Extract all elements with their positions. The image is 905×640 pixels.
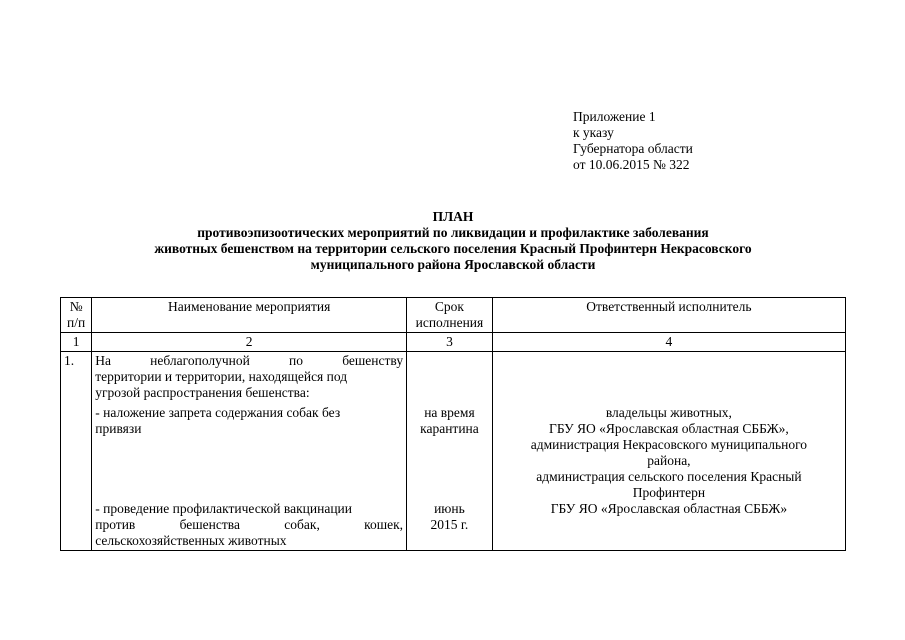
annex-line: от 10.06.2015 № 322 [573, 157, 690, 172]
responsible-line: администрация сельского поселения Красный [536, 469, 802, 484]
header-num-line: п/п [67, 315, 86, 330]
activity-line: угрозой распространения бешенства: [95, 385, 310, 400]
annex-line: Губернатора области [573, 141, 693, 156]
spacer [95, 437, 403, 501]
row-activity [92, 352, 407, 551]
header-name: Наименование мероприятия [92, 298, 407, 333]
spacer [496, 353, 842, 405]
activity-line: - проведение профилактической вакцинации [95, 501, 352, 516]
activity-line: территории и территории, находящейся под [95, 369, 348, 384]
annex-line: Приложение 1 [573, 109, 656, 124]
row-number: 1. [61, 352, 92, 551]
title-line: муниципального района Ярославской области [310, 257, 596, 272]
column-number: 1 [61, 333, 92, 352]
table-header-row [61, 298, 846, 333]
title-heading: ПЛАН [432, 209, 474, 224]
activity-line: сельскохозяйственных животных [95, 533, 287, 548]
activity-line: - наложение запрета содержания собак без [95, 405, 341, 420]
term-line: июнь [434, 501, 465, 516]
column-number: 4 [492, 333, 845, 352]
header-responsible: Ответственный исполнитель [492, 298, 845, 333]
header-term-line: Срок [434, 299, 464, 314]
column-number: 2 [92, 333, 407, 352]
document-title [60, 209, 846, 273]
responsible-line: ГБУ ЯО «Ярославская областная СББЖ», [549, 421, 789, 436]
header-term [407, 298, 493, 333]
activity-line: против бешенства собак, кошек, [95, 517, 404, 532]
table-row [61, 352, 846, 551]
header-num [61, 298, 92, 333]
row-term [407, 352, 493, 551]
activity-line: На неблагополучной по бешенству [95, 353, 404, 368]
header-num-line: № [69, 299, 83, 314]
row-responsible [492, 352, 845, 551]
term-line: на время [424, 405, 475, 420]
responsible-line: Профинтерн [632, 485, 706, 500]
plan-table [60, 297, 846, 551]
activity-line: привязи [95, 421, 142, 436]
annex-line: к указу [573, 125, 614, 140]
responsible-line: владельцы животных, [605, 405, 732, 420]
column-number-row [61, 333, 846, 352]
responsible-line: ГБУ ЯО «Ярославская областная СББЖ» [550, 501, 788, 516]
title-line: противоэпизоотических мероприятий по ликвидации и профилактике заболевания [197, 225, 709, 240]
title-line: животных бешенством на территории сельского поселения Красный Профинтерн Некрасовского [154, 241, 752, 256]
header-term-line: исполнения [415, 315, 484, 330]
term-line: карантина [420, 421, 479, 436]
responsible-line: района, [647, 453, 691, 468]
responsible-line: администрация Некрасовского муниципального [530, 437, 808, 452]
annex-reference [573, 109, 693, 173]
spacer [410, 353, 489, 405]
column-number: 3 [407, 333, 493, 352]
term-line: 2015 г. [430, 517, 469, 532]
spacer [410, 437, 489, 501]
